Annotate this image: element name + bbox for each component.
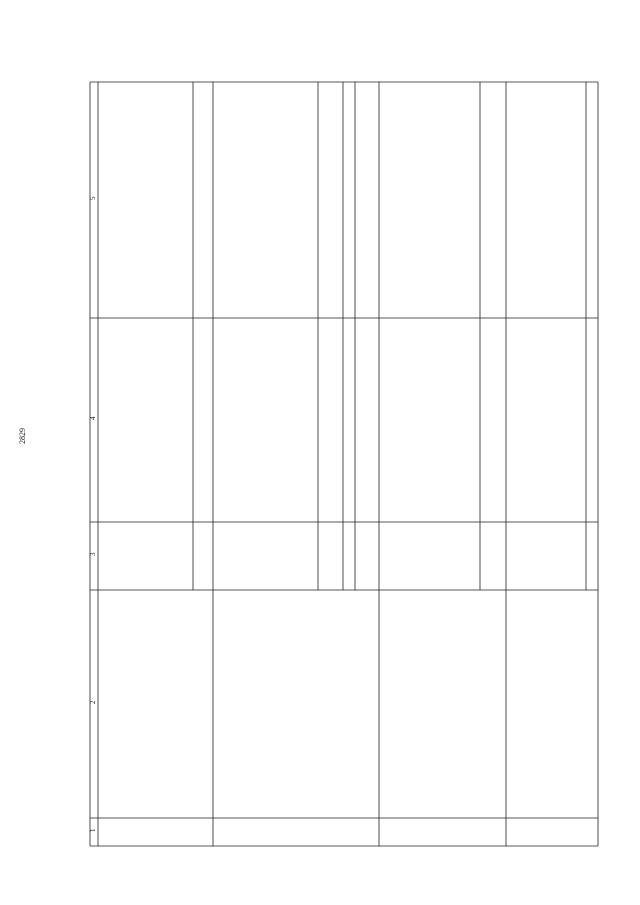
table-grid <box>90 82 598 846</box>
column-header: 3 <box>89 552 97 556</box>
column-header: 1 <box>89 828 97 832</box>
column-header: 5 <box>89 196 97 200</box>
column-header: 2 <box>89 700 97 704</box>
column-header: 4 <box>89 416 97 420</box>
page-number: 2829 <box>18 428 27 444</box>
